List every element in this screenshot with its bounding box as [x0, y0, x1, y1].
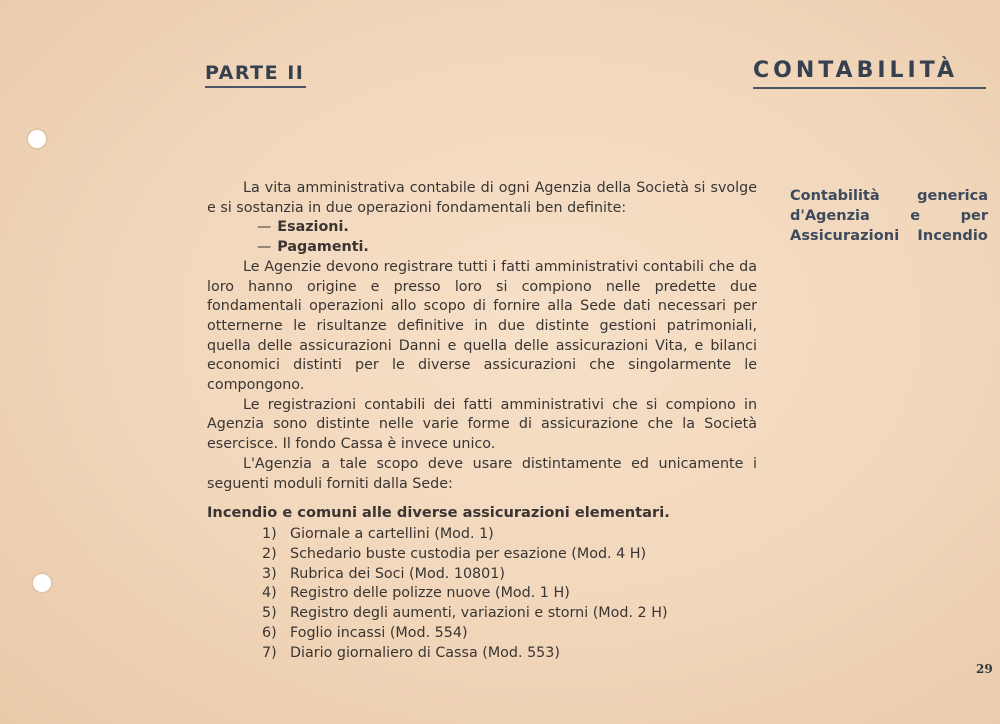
- paragraph: Le Agenzie devono registrare tutti i fatti amministrativi contabili che da loro hanno origine e presso loro si compiono nelle predette due fondamentali operazioni allo scopo di fornire alla Sede dati necessari per otternerne le risultanze definitive in due distinte gestioni patrimoniali, quella delle assicurazioni Danni e quella delle assicurazioni Vita, e bilanci economici distinti per le diverse assicurazioni che singolarmente le compongono.: [207, 258, 757, 394]
- dash-symbol: —: [257, 239, 272, 256]
- intro-paragraph: La vita amministrativa contabile di ogni Agenzia della Società si svolge e si sostanzia in due operazioni fondamentali ben definite:: [207, 180, 757, 216]
- list-item-number: 1): [262, 525, 277, 542]
- list-item: [207, 525, 757, 545]
- list-heading: Incendio e comuni alle diverse assicurazioni elementari.: [207, 504, 670, 522]
- part-title: PARTE II: [205, 62, 306, 88]
- margin-note-line: Contabilità generica: [790, 188, 988, 204]
- list-item: [207, 545, 757, 565]
- body-text: [207, 179, 757, 664]
- list-item-text: Giornale a cartellini (Mod. 1): [290, 525, 494, 542]
- dash-symbol: —: [257, 219, 272, 236]
- binder-hole-top: [26, 128, 48, 150]
- list-item-number: 4): [262, 585, 277, 602]
- list-item-number: 6): [262, 624, 277, 641]
- dash-item: [207, 218, 757, 238]
- module-list: [207, 525, 757, 664]
- list-item-text: Rubrica dei Soci (Mod. 10801): [290, 565, 505, 582]
- page-number: 29: [976, 662, 993, 676]
- list-item-number: 2): [262, 545, 277, 562]
- section-title: CONTABILITÀ: [753, 58, 986, 89]
- paragraph: Le registrazioni contabili dei fatti amministrativi che si compiono in Agenzia sono distinte nelle varie forme di assicurazione che la Società esercisce. Il fondo Cassa è invece unico.: [207, 396, 757, 453]
- binder-hole-bottom: [31, 572, 53, 594]
- dash-item: [207, 238, 757, 258]
- list-item: [207, 584, 757, 604]
- paragraph: L'Agenzia a tale scopo deve usare distintamente ed unicamente i seguenti moduli forniti dalla Sede:: [207, 455, 757, 492]
- list-item-text: Registro delle polizze nuove (Mod. 1 H): [290, 585, 570, 602]
- list-item-text: Schedario buste custodia per esazione (Mod. 4 H): [290, 545, 647, 562]
- dash-item-label: Pagamenti.: [277, 239, 369, 256]
- list-item-number: 5): [262, 605, 277, 622]
- list-item-number: 3): [262, 565, 277, 582]
- dash-item-label: Esazioni.: [277, 219, 349, 236]
- list-item: [207, 565, 757, 585]
- list-item-number: 7): [262, 644, 277, 661]
- margin-note: [790, 186, 988, 246]
- list-item-text: Registro degli aumenti, variazioni e storni (Mod. 2 H): [290, 605, 668, 622]
- list-item: [207, 624, 757, 644]
- margin-note-line: d'Agenzia e per: [790, 208, 988, 224]
- list-item: [207, 604, 757, 624]
- margin-note-line: Assicurazioni Incendio: [790, 228, 988, 244]
- list-item-text: Diario giornaliero di Cassa (Mod. 553): [290, 644, 560, 661]
- list-item-text: Foglio incassi (Mod. 554): [290, 624, 468, 641]
- list-item: [207, 644, 757, 664]
